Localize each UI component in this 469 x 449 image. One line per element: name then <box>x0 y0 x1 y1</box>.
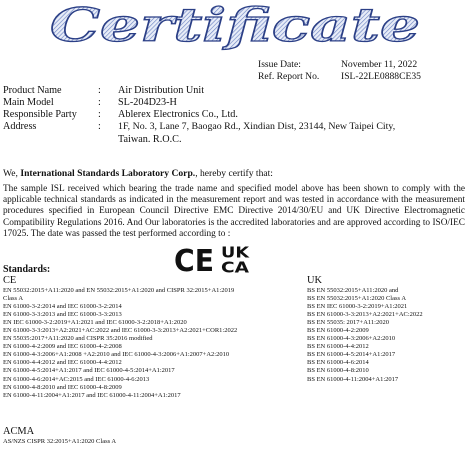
report-no-label: Ref. Report No. <box>258 71 320 82</box>
ce-standard-item: EN 61000-4-11:2004+A1:2017 and IEC 61000-4-11:2004+A1:2017 <box>3 391 181 399</box>
certificate-title-text: Certificate <box>50 0 420 52</box>
uk-standards-list <box>307 287 423 384</box>
ce-standard-item: Class A <box>3 295 24 303</box>
uk-standard-item: BS EN 61000-4-11:2004+A1:2017 <box>307 375 399 383</box>
uk-standard-item: BS EN 61000-4-5:2014+A1:2017 <box>307 351 396 359</box>
issue-date-label: Issue Date: <box>258 59 301 70</box>
uk-standard-item: BS EN 55035: 2017+A11:2020 <box>307 319 389 327</box>
responsible-party-colon: : <box>98 109 101 120</box>
ce-standard-item: EN 61000-4-3:2006+A1:2008 +A2:2010 and IEC 61000-4-3:2006+A1:2007+A2:2010 <box>3 351 230 359</box>
ce-standard-item: EN 61000-4-4:2012 and IEC 61000-4-4:2012 <box>3 359 122 367</box>
conformity-marks <box>174 244 254 274</box>
uk-standard-item: BS EN 61000-3-3:2013+A2:2021+AC:2022 <box>307 311 423 319</box>
uk-standard-item: BS EN 61000-4-3:2006+A2:2010 <box>307 335 396 343</box>
main-model-value: SL-204D23-H <box>118 97 177 108</box>
product-name-label: Product Name <box>3 85 62 96</box>
uk-standard-item: BS EN 55032:2015+A11:2020 and <box>307 287 399 294</box>
ce-standard-item: EN 55032:2015+A11:2020 and EN 55032:2015+A1:2020 and CISPR 32:2015+A1:2019 <box>3 287 235 294</box>
ukca-mark-top: UK <box>221 244 251 262</box>
ce-standard-item: EN 61000-4-2:2009 and IEC 61000-4-2:2008 <box>3 343 122 351</box>
ce-standard-item: EN 55035:2017+A11:2020 and CISPR 35:2016 modified <box>3 335 153 343</box>
certify-statement <box>3 168 273 180</box>
ce-standard-item: EN 61000-4-6:2014+AC:2015 and IEC 61000-4-6:2013 <box>3 375 150 383</box>
uk-standard-item: BS EN IEC 61000-3-2:2019+A1:2021 <box>307 303 408 311</box>
certify-suffix: , hereby certify that: <box>195 168 273 179</box>
uk-standard-item: BS EN 61000-4-8:2010 <box>307 367 369 375</box>
main-model-colon: : <box>98 97 101 108</box>
responsible-party-label: Responsible Party <box>3 109 77 120</box>
ce-standard-item: EN 61000-4-8:2010 and IEC 61000-4-8:2009 <box>3 383 122 391</box>
acma-heading: ACMA <box>3 426 35 437</box>
ce-standard-item: EN 61000-3-3:2013+A2:2021+AC:2022 and IEC 61000-3-3:2013+A2:2021+COR1:2022 <box>3 327 238 335</box>
acma-standard-item: AS/NZS CISPR 32:2015+A1:2020 Class A <box>3 438 117 445</box>
ce-mark: CE <box>174 244 214 274</box>
standards-heading: Standards: <box>3 264 51 275</box>
ce-standard-item: EN 61000-3-3:2013 and IEC 61000-3-3:2013 <box>3 311 122 319</box>
uk-standard-item: BS EN 61000-4-4:2012 <box>307 343 369 351</box>
address-label: Address <box>3 121 37 132</box>
ce-standard-item: EN 61000-4-5:2014+A1:2017 and IEC 61000-4-5:2014+A1:2017 <box>3 367 175 375</box>
uk-heading: UK <box>307 275 323 286</box>
issue-date-value: November 11, 2022 <box>341 59 418 70</box>
certificate-title <box>40 0 430 52</box>
ce-heading: CE <box>3 275 17 286</box>
report-no-value: ISL-22LE0888CE35 <box>341 71 421 82</box>
address-colon: : <box>98 121 101 132</box>
ukca-mark-bottom: CA <box>221 258 250 274</box>
address-value-line1: 1F, No. 3, Lane 7, Baogao Rd., Xindian Dist, 23144, New Taipei City, <box>118 121 396 132</box>
address-value-line2: Taiwan. R.O.C. <box>118 134 182 145</box>
uk-standard-item: BS EN 55032:2015+A1:2020 Class A <box>307 295 407 303</box>
ce-standard-item: EN 61000-3-2:2014 and IEC 61000-3-2:2014 <box>3 303 122 311</box>
certify-prefix: We, <box>3 168 21 179</box>
lab-name: International Standards Laboratory Corp. <box>20 168 196 179</box>
product-name-value: Air Distribution Unit <box>118 85 205 96</box>
ce-ukca-marks-svg <box>174 244 254 274</box>
main-model-label: Main Model <box>3 97 54 108</box>
ce-standards-list <box>3 287 237 400</box>
responsible-party-value: Ablerex Electronics Co., Ltd. <box>118 109 238 120</box>
uk-standard-item: BS EN 61000-4-2:2009 <box>307 327 369 335</box>
uk-standard-item: BS EN 61000-4-6:2014 <box>307 359 369 367</box>
ce-standard-item: EN IEC 61000-3-2:2019+A1:2021 and IEC 61000-3-2:2018+A1:2020 <box>3 319 187 327</box>
product-name-colon: : <box>98 85 101 96</box>
compliance-paragraph: The sample ISL received which bearing the trade name and specified model above has been shown to comply with the applicable technical standards as indicated in the measurement report and was tested in accordance with the measurement procedures specified in European Council Directive EMC Directive 2014/30/EU and UK Directive Electromagnetic Compatibility Regulations 2016. And Our laboratories is the accredited laboratories and are approved according to ISO/IEC 17025. The date was passed the test performed according to : <box>3 184 465 239</box>
